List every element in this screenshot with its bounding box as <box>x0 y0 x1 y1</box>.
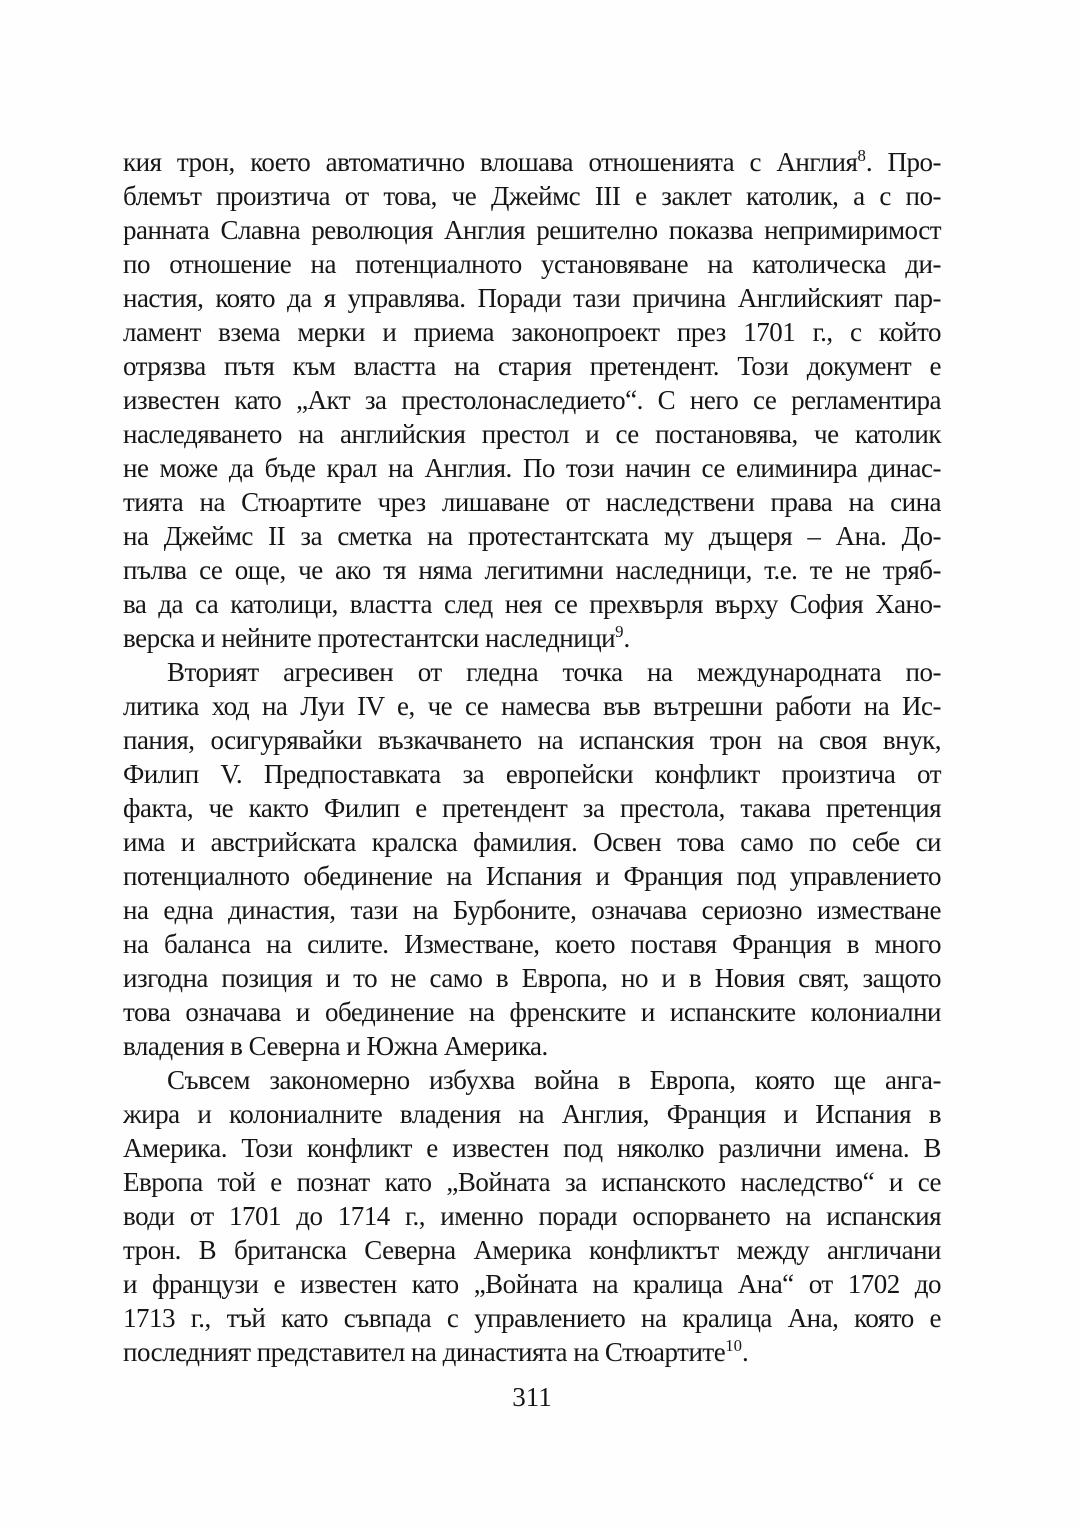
text-line <box>123 825 941 859</box>
text-line <box>123 213 941 247</box>
text-line <box>123 1199 941 1233</box>
text-segment: верска и нейните протестантски наследници <box>123 623 616 653</box>
text-segment: . Про- <box>865 147 941 177</box>
text-segment: ва да са католици, властта след нея се прехвърля върху София Хано- <box>123 589 941 619</box>
text-segment: не може да бъде крал на Англия. По този начин се елиминира динас- <box>123 453 941 483</box>
text-line <box>123 1131 941 1165</box>
text-line <box>123 655 941 689</box>
text-segment: води от 1701 до 1714 г., именно поради оспорването на испанския <box>123 1201 941 1231</box>
text-line <box>123 893 941 927</box>
text-line <box>123 587 941 621</box>
text-segment: литика ход на Луи IV е, че се намесва във вътрешни работи на Ис- <box>123 691 941 721</box>
text-segment: Вторият агресивен от гледна точка на международната по- <box>167 657 941 687</box>
text-segment: на Джеймс II за сметка на протестантската му дъщеря – Ана. До- <box>123 521 941 551</box>
text-segment: блемът произтича от това, че Джеймс III е заклет католик, а с по- <box>123 181 941 211</box>
text-segment: това означава и обединение на френските и испанските колониални <box>123 997 941 1027</box>
text-line <box>123 247 941 281</box>
footnote-reference: 9 <box>615 622 624 641</box>
text-line <box>123 1029 941 1063</box>
text-line <box>123 961 941 995</box>
text-segment: тията на Стюартите чрез лишаване от наследствени права на сина <box>123 487 941 517</box>
text-segment: отрязва пътя към властта на стария претендент. Този документ е <box>123 351 941 381</box>
text-line <box>123 791 941 825</box>
text-segment: Съвсем закономерно избухва война в Европа, която ще анга- <box>167 1065 941 1095</box>
text-line <box>123 689 941 723</box>
text-line <box>123 927 941 961</box>
text-line <box>123 859 941 893</box>
text-segment: факта, че както Филип е претендент за престола, такава претенция <box>123 793 941 823</box>
text-segment: Америка. Този конфликт е известен под няколко различни имена. В <box>123 1133 941 1163</box>
text-segment: трон. В британска Северна Америка конфликтът между англичани <box>123 1235 941 1265</box>
text-line <box>123 1097 941 1131</box>
text-line <box>123 315 941 349</box>
text-line <box>123 1165 941 1199</box>
text-segment: . <box>741 1337 749 1367</box>
text-line <box>123 519 941 553</box>
text-line <box>123 621 941 655</box>
text-segment: на една династия, тази на Бурбоните, означава сериозно изместване <box>123 895 941 925</box>
text-segment: известен като „Акт за престолонаследието“. С него се регламентира <box>123 385 941 415</box>
footnote-reference: 8 <box>857 146 866 165</box>
text-segment: пания, осигурявайки възкачването на испанския трон на своя внук, <box>123 725 941 755</box>
text-segment: потенциалното обединение на Испания и Франция под управлението <box>123 861 941 891</box>
text-line <box>123 1267 941 1301</box>
text-line <box>123 1301 941 1335</box>
text-segment: жира и колониалните владения на Англия, Франция и Испания в <box>123 1099 941 1129</box>
text-segment: има и австрийската кралска фамилия. Освен това само по себе си <box>123 827 941 857</box>
text-line <box>123 1335 941 1369</box>
text-segment: и французи е известен като „Войната на кралица Ана“ от 1702 до <box>123 1269 941 1299</box>
text-segment: ранната Славна революция Англия решително показва непримиримост <box>123 215 941 245</box>
footnote-reference: 10 <box>725 1336 742 1355</box>
text-line <box>123 417 941 451</box>
text-segment: изгодна позиция и то не само в Европа, но и в Новия свят, защото <box>123 963 941 993</box>
text-segment: владения в Северна и Южна Америка. <box>123 1031 548 1061</box>
text-segment: . <box>623 623 630 653</box>
page-number: 311 <box>512 1382 552 1412</box>
text-line <box>123 1063 941 1097</box>
text-segment: Филип V. Предпоставката за европейски конфликт произтича от <box>123 759 941 789</box>
text-line <box>123 145 941 179</box>
text-segment: по отношение на потенциалното установяване на католическа ди- <box>123 249 941 279</box>
text-segment: настия, която да я управлява. Поради тази причина Английският пар- <box>123 283 941 313</box>
text-line <box>123 179 941 213</box>
text-segment: 1713 г., тъй като съвпада с управлението на кралица Ана, която е <box>123 1303 941 1333</box>
text-line <box>123 995 941 1029</box>
text-segment: кия трон, което автоматично влошава отношенията с Англия <box>123 147 858 177</box>
page-text-block <box>123 145 941 1369</box>
text-line <box>123 383 941 417</box>
text-line <box>123 723 941 757</box>
text-line <box>123 451 941 485</box>
text-line <box>123 349 941 383</box>
text-line <box>123 485 941 519</box>
text-line <box>123 281 941 315</box>
text-segment: на баланса на силите. Изместване, което поставя Франция в много <box>123 929 941 959</box>
text-segment: Европа той е познат като „Войната за испанското наследство“ и се <box>123 1167 941 1197</box>
text-segment: пълва се още, че ако тя няма легитимни наследници, т.е. те не тряб- <box>123 555 941 585</box>
text-line <box>123 1233 941 1267</box>
text-line <box>123 553 941 587</box>
text-segment: последният представител на династията на Стюартите <box>123 1337 726 1367</box>
text-segment: ламент взема мерки и приема законопроект през 1701 г., с който <box>123 317 941 347</box>
text-line <box>123 757 941 791</box>
text-segment: наследяването на английския престол и се постановява, че католик <box>123 419 941 449</box>
